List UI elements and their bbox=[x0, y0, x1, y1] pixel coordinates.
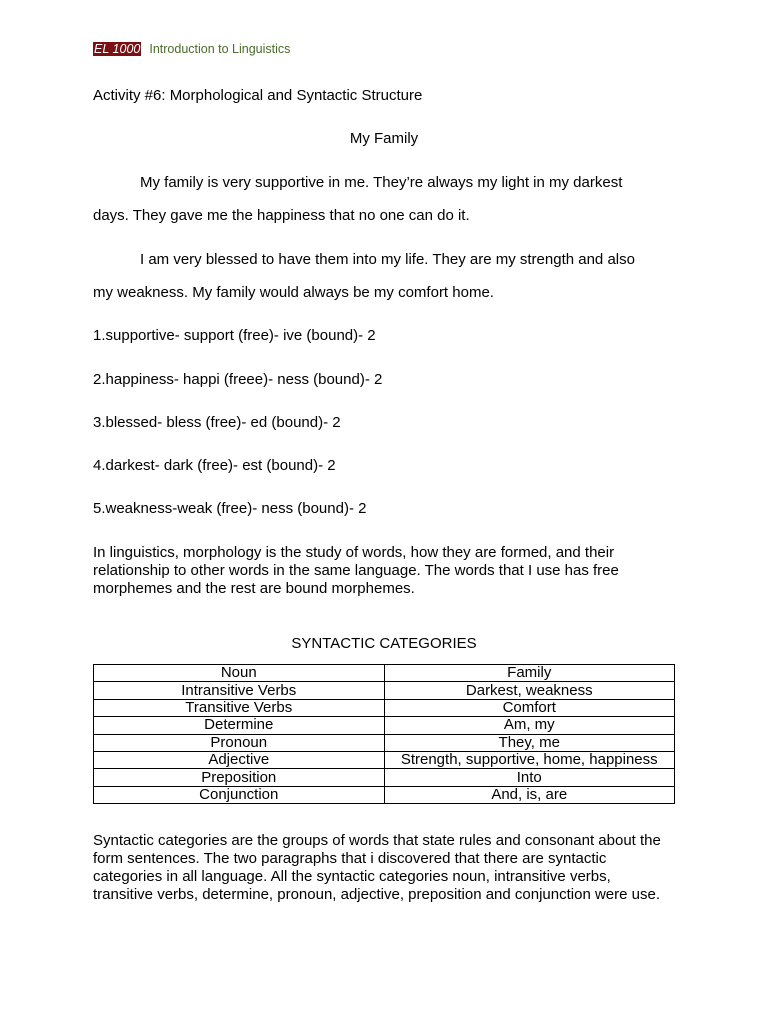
course-code: EL 1000 bbox=[94, 42, 141, 56]
examples-cell: Family bbox=[384, 665, 675, 682]
morpheme-item: 5.weakness-weak (free)- ness (bound)- 2 bbox=[93, 500, 367, 517]
paragraph-1-line-2: days. They gave me the happiness that no one can do it. bbox=[93, 207, 470, 224]
table-row bbox=[94, 699, 675, 716]
category-cell: Transitive Verbs bbox=[94, 699, 385, 716]
paragraph-2-line-1: I am very blessed to have them into my life. They are my strength and also bbox=[140, 251, 635, 268]
morpheme-item: 3.blessed- bless (free)- ed (bound)- 2 bbox=[93, 414, 341, 431]
syntactic-note: Syntactic categories are the groups of words that state rules and consonant about the form sentences. The two paragraphs that i discovered that there are syntactic categories in all language. All the syntactic categories noun, intransitive verbs, transitive verbs, determine, pronoun, adjective, preposition and conjunction were use. bbox=[93, 832, 661, 903]
category-cell: Intransitive Verbs bbox=[94, 682, 385, 699]
syntactic-categories-table bbox=[93, 664, 675, 804]
paragraph-1-line-1: My family is very supportive in me. They’re always my light in my darkest bbox=[140, 174, 623, 191]
category-cell: Conjunction bbox=[94, 786, 385, 803]
examples-cell: And, is, are bbox=[384, 786, 675, 803]
morpheme-item: 1.supportive- support (free)- ive (bound)- 2 bbox=[93, 327, 376, 344]
syntactic-categories-title: SYNTACTIC CATEGORIES bbox=[291, 635, 477, 652]
table-row bbox=[94, 786, 675, 803]
morpheme-item: 4.darkest- dark (free)- est (bound)- 2 bbox=[93, 457, 336, 474]
table-row bbox=[94, 769, 675, 786]
category-cell: Adjective bbox=[94, 751, 385, 768]
course-title: Introduction to Linguistics bbox=[149, 42, 291, 56]
table-row bbox=[94, 751, 675, 768]
essay-title: My Family bbox=[349, 130, 419, 147]
examples-cell: Strength, supportive, home, happiness bbox=[384, 751, 675, 768]
category-cell: Preposition bbox=[94, 769, 385, 786]
examples-cell: They, me bbox=[384, 734, 675, 751]
paragraph-2-line-2: my weakness. My family would always be my comfort home. bbox=[93, 284, 494, 301]
table-row bbox=[94, 665, 675, 682]
category-cell: Determine bbox=[94, 717, 385, 734]
examples-cell: Into bbox=[384, 769, 675, 786]
activity-title: Activity #6: Morphological and Syntactic Structure bbox=[93, 87, 423, 104]
examples-cell: Comfort bbox=[384, 699, 675, 716]
examples-cell: Darkest, weakness bbox=[384, 682, 675, 699]
examples-cell: Am, my bbox=[384, 717, 675, 734]
table-row bbox=[94, 734, 675, 751]
category-cell: Noun bbox=[94, 665, 385, 682]
morpheme-item: 2.happiness- happi (freee)- ness (bound)- 2 bbox=[93, 371, 383, 388]
page-header bbox=[93, 42, 290, 56]
morphology-note: In linguistics, morphology is the study of words, how they are formed, and their relationship to other words in the same language. The words that I use has free morphemes and the rest are bound morphemes. bbox=[93, 544, 619, 597]
table-row bbox=[94, 682, 675, 699]
table-row bbox=[94, 717, 675, 734]
category-cell: Pronoun bbox=[94, 734, 385, 751]
